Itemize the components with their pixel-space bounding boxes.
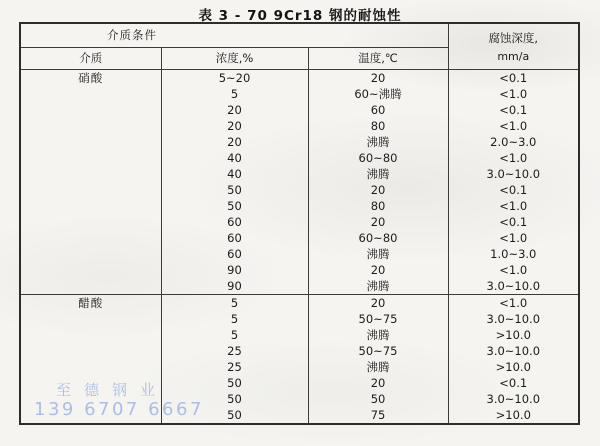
medium-label: 醋酸 bbox=[20, 294, 161, 424]
concentration-cell: 5 bbox=[161, 294, 308, 311]
medium-label: 硝酸 bbox=[20, 69, 161, 294]
header-temperature: 温度,℃ bbox=[308, 47, 448, 69]
concentration-cell: 5~20 bbox=[161, 69, 308, 86]
depth-cell: 3.0~10.0 bbox=[448, 343, 579, 359]
depth-cell: <1.0 bbox=[448, 150, 579, 166]
depth-cell: <1.0 bbox=[448, 262, 579, 278]
header-corrosion-depth bbox=[448, 23, 579, 69]
temperature-cell: 50~75 bbox=[308, 343, 448, 359]
temperature-cell: 20 bbox=[308, 375, 448, 391]
temperature-cell: 20 bbox=[308, 262, 448, 278]
depth-cell: <1.0 bbox=[448, 198, 579, 214]
temperature-cell: 50~75 bbox=[308, 311, 448, 327]
depth-cell: 2.0~3.0 bbox=[448, 134, 579, 150]
header-depth-unit: mm/a bbox=[497, 49, 530, 63]
concentration-cell: 40 bbox=[161, 150, 308, 166]
page-title: 表 3 - 70 9Cr18 钢的耐蚀性 bbox=[198, 8, 402, 24]
concentration-cell: 90 bbox=[161, 262, 308, 278]
depth-cell: 3.0~10.0 bbox=[448, 391, 579, 407]
concentration-cell: 50 bbox=[161, 375, 308, 391]
temperature-cell: 20 bbox=[308, 69, 448, 86]
depth-cell: <1.0 bbox=[448, 230, 579, 246]
table-row bbox=[20, 69, 579, 86]
temperature-cell: 沸腾 bbox=[308, 278, 448, 295]
table-row bbox=[20, 294, 579, 311]
temperature-cell: 沸腾 bbox=[308, 327, 448, 343]
temperature-cell: 沸腾 bbox=[308, 134, 448, 150]
depth-cell: >10.0 bbox=[448, 407, 579, 424]
depth-cell: <0.1 bbox=[448, 69, 579, 86]
section-1 bbox=[20, 69, 579, 294]
temperature-cell: 60~80 bbox=[308, 230, 448, 246]
temperature-cell: 20 bbox=[308, 214, 448, 230]
concentration-cell: 60 bbox=[161, 246, 308, 262]
concentration-cell: 60 bbox=[161, 214, 308, 230]
temperature-cell: 60~80 bbox=[308, 150, 448, 166]
concentration-cell: 5 bbox=[161, 86, 308, 102]
temperature-cell: 80 bbox=[308, 118, 448, 134]
temperature-cell: 沸腾 bbox=[308, 246, 448, 262]
watermark-phone: 139 6707 6667 bbox=[34, 398, 204, 420]
concentration-cell: 20 bbox=[161, 134, 308, 150]
concentration-cell: 40 bbox=[161, 166, 308, 182]
concentration-cell: 25 bbox=[161, 343, 308, 359]
concentration-cell: 50 bbox=[161, 198, 308, 214]
temperature-cell: 沸腾 bbox=[308, 166, 448, 182]
temperature-cell: 20 bbox=[308, 182, 448, 198]
depth-cell: <1.0 bbox=[448, 294, 579, 311]
concentration-cell: 5 bbox=[161, 311, 308, 327]
concentration-cell: 5 bbox=[161, 327, 308, 343]
concentration-cell: 50 bbox=[161, 391, 308, 407]
temperature-cell: 20 bbox=[308, 294, 448, 311]
temperature-cell: 60 bbox=[308, 102, 448, 118]
concentration-cell: 50 bbox=[161, 182, 308, 198]
corrosion-table bbox=[19, 22, 580, 425]
depth-cell: 3.0~10.0 bbox=[448, 278, 579, 295]
depth-cell: 3.0~10.0 bbox=[448, 311, 579, 327]
concentration-cell: 25 bbox=[161, 359, 308, 375]
depth-cell: 1.0~3.0 bbox=[448, 246, 579, 262]
concentration-cell: 90 bbox=[161, 278, 308, 295]
temperature-cell: 75 bbox=[308, 407, 448, 424]
depth-cell: <0.1 bbox=[448, 102, 579, 118]
depth-cell: <0.1 bbox=[448, 375, 579, 391]
header-depth-label: 腐蚀深度, bbox=[488, 30, 539, 45]
concentration-cell: 20 bbox=[161, 118, 308, 134]
table-header bbox=[20, 23, 579, 69]
depth-cell: <0.1 bbox=[448, 214, 579, 230]
depth-cell: >10.0 bbox=[448, 359, 579, 375]
header-medium-conditions: 介质条件 bbox=[20, 23, 448, 47]
header-concentration: 浓度,% bbox=[161, 47, 308, 69]
concentration-cell: 50 bbox=[161, 407, 308, 424]
temperature-cell: 60~沸腾 bbox=[308, 86, 448, 102]
header-medium: 介质 bbox=[20, 47, 161, 69]
section-2 bbox=[20, 294, 579, 424]
watermark-company: 至德钢业 bbox=[56, 381, 169, 399]
depth-cell: >10.0 bbox=[448, 327, 579, 343]
temperature-cell: 沸腾 bbox=[308, 359, 448, 375]
temperature-cell: 50 bbox=[308, 391, 448, 407]
concentration-cell: 60 bbox=[161, 230, 308, 246]
depth-cell: <1.0 bbox=[448, 86, 579, 102]
depth-cell: <0.1 bbox=[448, 182, 579, 198]
temperature-cell: 80 bbox=[308, 198, 448, 214]
depth-cell: <1.0 bbox=[448, 118, 579, 134]
depth-cell: 3.0~10.0 bbox=[448, 166, 579, 182]
concentration-cell: 20 bbox=[161, 102, 308, 118]
